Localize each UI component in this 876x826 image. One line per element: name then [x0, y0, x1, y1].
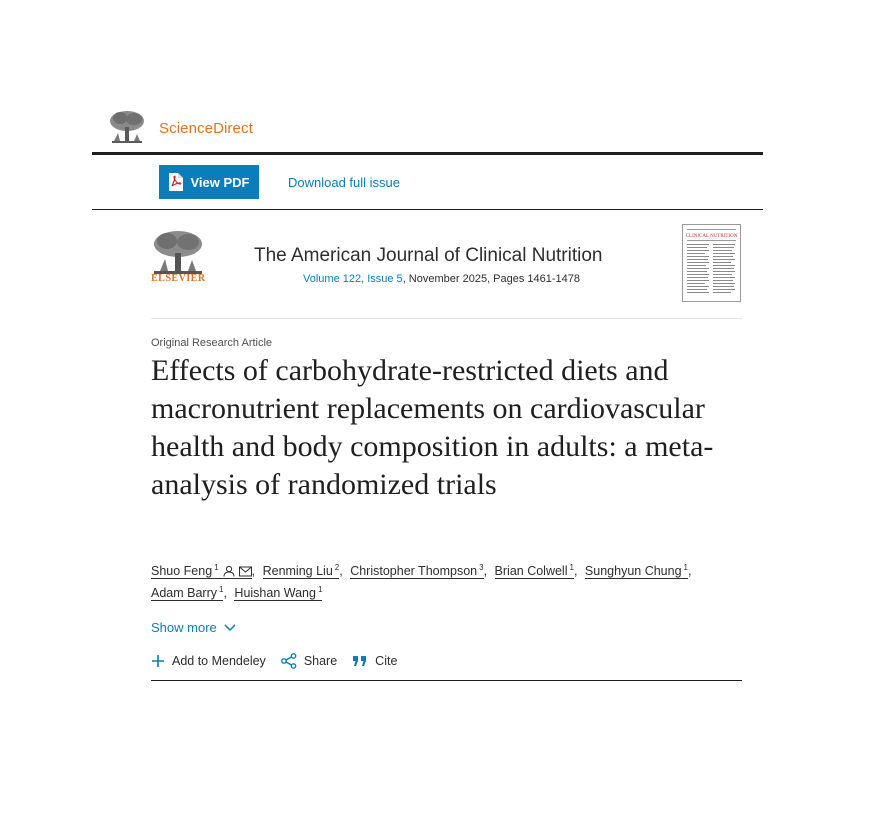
elsevier-tree-logo [106, 109, 148, 147]
share-button[interactable] [281, 653, 337, 669]
author-name: Huishan Wang [234, 586, 316, 600]
author-name: Sunghyun Chung [584, 564, 682, 578]
date-pages: , November 2025, Pages 1461-1478 [402, 273, 581, 285]
actions-divider [151, 680, 742, 681]
author-affiliation: 1 [317, 585, 323, 594]
cite-label: Cite [375, 654, 398, 668]
article-toolbar [159, 165, 400, 199]
author-affiliation: 1 [569, 563, 574, 572]
journal-citation [303, 273, 580, 285]
mail-icon [239, 566, 252, 577]
author-name: Christopher Thompson [350, 564, 478, 578]
author-link[interactable] [151, 586, 223, 601]
author-link[interactable] [585, 564, 688, 579]
show-more-label: Show more [151, 620, 217, 635]
sciencedirect-wordmark: ScienceDirect [159, 119, 253, 137]
author-affiliation: 3 [479, 563, 484, 572]
add-to-mendeley-button[interactable] [151, 654, 266, 668]
elsevier-wordmark: ELSEVIER [151, 273, 206, 284]
share-label: Share [303, 654, 338, 668]
cover-art [683, 225, 740, 301]
plus-icon [151, 654, 165, 668]
sciencedirect-brand[interactable] [106, 108, 253, 148]
cover-title: CLINICAL NUTRITION [685, 234, 738, 239]
mendeley-label: Add to Mendeley [172, 654, 266, 668]
author-link[interactable] [234, 586, 322, 601]
quote-icon [352, 655, 368, 668]
view-pdf-button[interactable] [159, 165, 259, 199]
cite-button[interactable] [352, 654, 397, 668]
author-affiliation: 1 [683, 563, 688, 572]
author-affiliation: 1 [214, 563, 219, 572]
author-link[interactable] [151, 564, 252, 579]
article-title: Effects of carbohydrate-restricted diets and macronutrient replacements on cardiovascular health and body composition in adults: a meta-analysis of randomized trials [151, 354, 714, 501]
share-icon [281, 653, 297, 669]
chevron-down-icon [223, 623, 237, 633]
author-link[interactable] [495, 564, 574, 579]
author-name: Renming Liu [262, 564, 333, 578]
show-more-button[interactable] [151, 620, 237, 635]
journal-title[interactable]: The American Journal of Clinical Nutrition [254, 245, 603, 266]
toolbar-divider [92, 209, 763, 210]
download-full-issue-link[interactable]: Download full issue [288, 174, 401, 190]
author-affiliation: 1 [219, 585, 224, 594]
journal-cover-thumbnail[interactable] [682, 224, 741, 302]
article-type: Original Research Article [151, 337, 273, 349]
pdf-icon [168, 173, 183, 191]
author-list: Shuo Feng $^1$ , Renming Liu $^2$, Christopher Thompson $^3$, Brian Colwell $^1$, Sunghyun Chung $^1$, Adam Barry $^1$, Huishan Wang $^1$ [151, 563, 692, 600]
person-icon [223, 565, 235, 577]
author-name: Adam Barry [151, 586, 217, 600]
article-actions [151, 653, 412, 669]
view-pdf-label: View PDF [190, 174, 250, 190]
author-name: Shuo Feng [151, 564, 213, 578]
author-affiliation: 2 [334, 563, 340, 572]
author-link[interactable] [350, 564, 483, 579]
header-separator [151, 318, 742, 319]
author-link[interactable] [263, 564, 340, 579]
author-name: Brian Colwell [494, 564, 568, 578]
header-divider [92, 152, 763, 155]
volume-issue-link[interactable]: Volume 122, Issue 5 [303, 273, 403, 285]
